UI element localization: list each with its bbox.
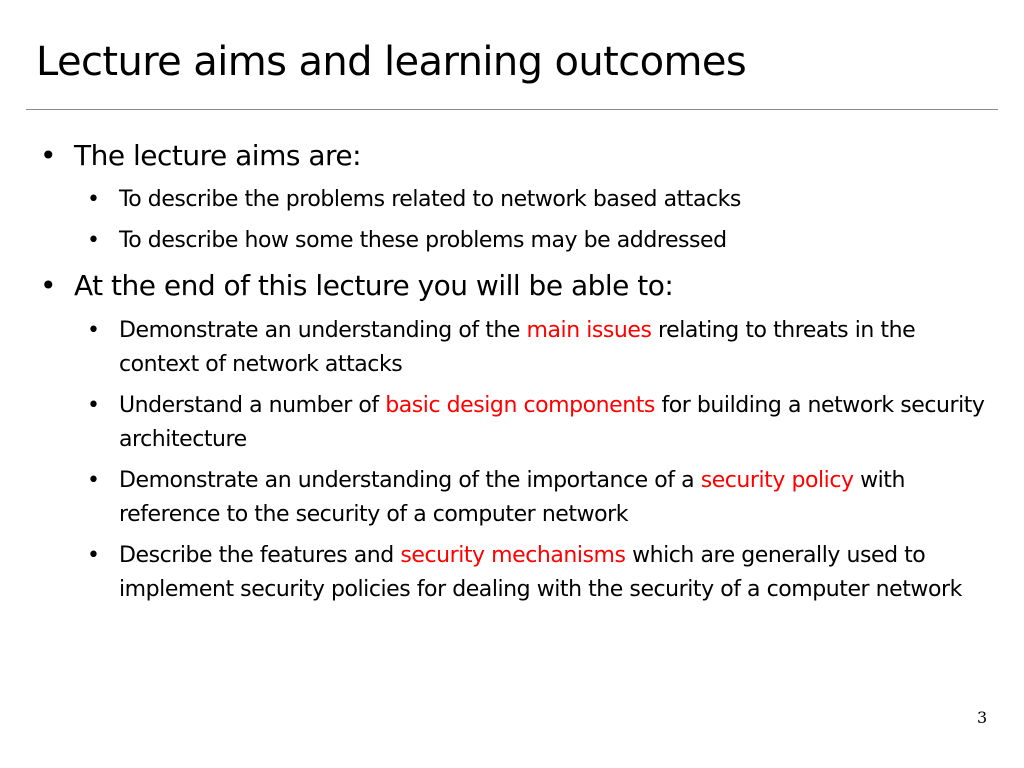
bullet-icon: • bbox=[87, 543, 100, 568]
slide-title: Lecture aims and learning outcomes bbox=[36, 39, 747, 85]
bullet-learning-outcomes bbox=[40, 268, 974, 304]
highlight-security-policy: security policy bbox=[700, 468, 854, 493]
bullet-icon: • bbox=[87, 187, 100, 212]
bullet-icon: • bbox=[87, 228, 100, 253]
bullet-icon: • bbox=[87, 393, 100, 418]
sub-bullet bbox=[87, 539, 989, 607]
sub-bullet-text: To describe how some these problems may be addressed bbox=[119, 228, 727, 253]
bullet-text: At the end of this lecture you will be able to: bbox=[74, 269, 674, 302]
sub-bullet-text: Demonstrate an understanding of the main issues relating to threats in the context of network attacks bbox=[119, 318, 916, 377]
bullet-icon: • bbox=[87, 468, 100, 493]
bullet-text: The lecture aims are: bbox=[74, 139, 362, 172]
highlight-main-issues: main issues bbox=[526, 318, 652, 343]
sub-bullet-text: To describe the problems related to network based attacks bbox=[119, 187, 741, 212]
sub-bullet bbox=[87, 314, 989, 382]
bullet-icon: • bbox=[40, 269, 57, 302]
highlight-security-mechanisms: security mechanisms bbox=[400, 543, 626, 568]
sub-bullet-text: Demonstrate an understanding of the importance of a security policy with reference to the security of a computer network bbox=[119, 468, 905, 527]
bullet-icon: • bbox=[40, 139, 57, 172]
sub-bullet bbox=[87, 183, 989, 217]
sub-bullet-text: Describe the features and security mechanisms which are generally used to implement security policies for dealing with the security of a computer network bbox=[119, 543, 962, 602]
sub-bullet bbox=[87, 389, 989, 457]
highlight-basic-design-components: basic design components bbox=[385, 393, 655, 418]
page-number: 3 bbox=[977, 708, 988, 727]
sub-bullet-text: Understand a number of basic design components for building a network security architecture bbox=[119, 393, 985, 452]
sub-bullet bbox=[87, 464, 989, 532]
bullet-icon: • bbox=[87, 318, 100, 343]
bullet-lecture-aims bbox=[40, 138, 974, 174]
sub-bullet bbox=[87, 224, 989, 258]
